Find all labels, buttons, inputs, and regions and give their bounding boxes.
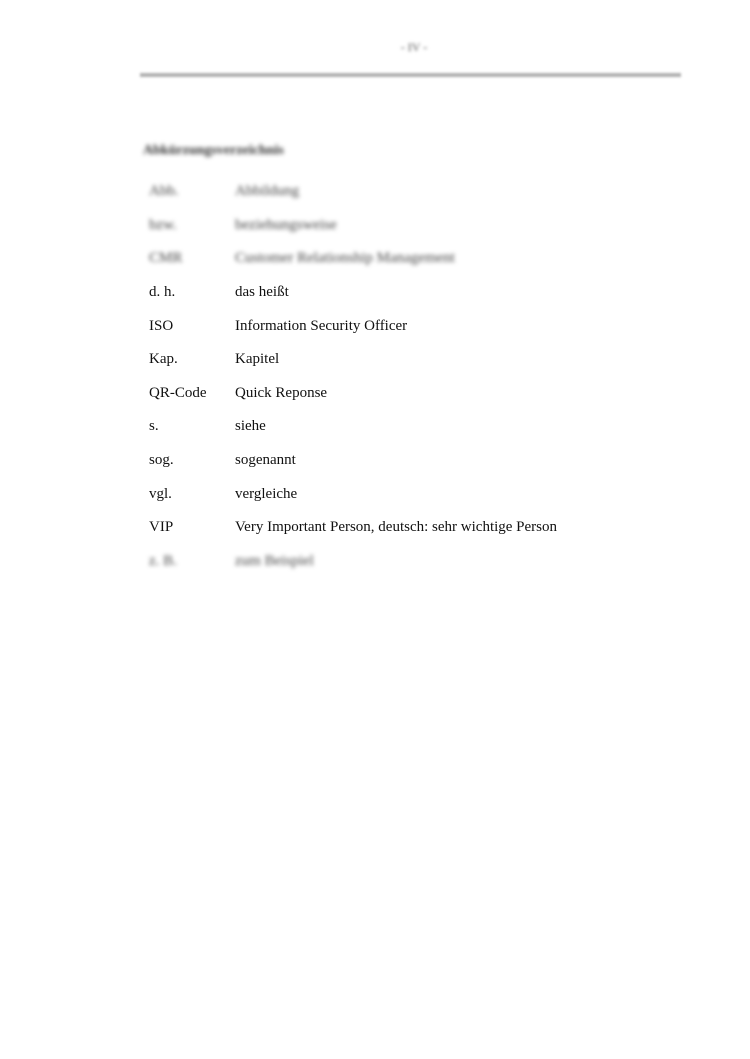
abbreviation-term: s. — [149, 418, 159, 435]
section-title: Abkürzungsverzeichnis — [143, 143, 284, 158]
abbreviation-row — [149, 175, 709, 209]
abbreviation-definition: Abbildung — [235, 183, 300, 200]
abbreviation-definition: Kapitel — [235, 351, 280, 368]
abbreviation-term: z. B. — [149, 552, 177, 569]
abbreviation-term: VIP — [149, 519, 174, 536]
abbreviation-definition: siehe — [235, 418, 266, 435]
abbreviation-term: bzw. — [149, 216, 177, 233]
abbreviation-row — [149, 511, 709, 545]
abbreviation-row — [149, 545, 709, 579]
abbreviation-definition: das heißt — [235, 284, 289, 301]
abbreviation-definition: beziehungsweise — [235, 216, 337, 233]
abbreviation-row — [149, 209, 709, 243]
abbreviation-row — [149, 242, 709, 276]
abbreviation-row — [149, 343, 709, 377]
abbreviation-term: CMR — [149, 250, 183, 267]
abbreviation-definition: vergleiche — [235, 485, 298, 502]
abbreviation-term: Kap. — [149, 351, 178, 368]
abbreviation-term: Abb. — [149, 183, 179, 200]
abbreviation-term: sog. — [149, 452, 174, 469]
abbreviation-definition: zum Beispiel — [235, 552, 314, 569]
abbreviation-row — [149, 309, 709, 343]
abbreviation-definition: Very Important Person, deutsch: sehr wichtige Person — [235, 519, 558, 536]
abbreviation-row — [149, 377, 709, 411]
abbreviation-definition: Customer Relationship Management — [235, 250, 455, 267]
abbreviation-definition: sogenannt — [235, 452, 296, 469]
abbreviation-term: vgl. — [149, 485, 172, 502]
abbreviation-list — [149, 175, 709, 578]
abbreviation-definition: Information Security Officer — [235, 317, 408, 334]
abbreviation-term: ISO — [149, 317, 174, 334]
abbreviation-row — [149, 477, 709, 511]
abbreviation-row — [149, 410, 709, 444]
abbreviation-definition: Quick Reponse — [235, 384, 328, 401]
abbreviation-row — [149, 444, 709, 478]
abbreviation-term: d. h. — [149, 284, 176, 301]
header-rule — [140, 73, 681, 77]
abbreviation-term: QR-Code — [149, 384, 207, 401]
abbreviation-row — [149, 276, 709, 310]
page-number: - IV - — [400, 40, 428, 54]
